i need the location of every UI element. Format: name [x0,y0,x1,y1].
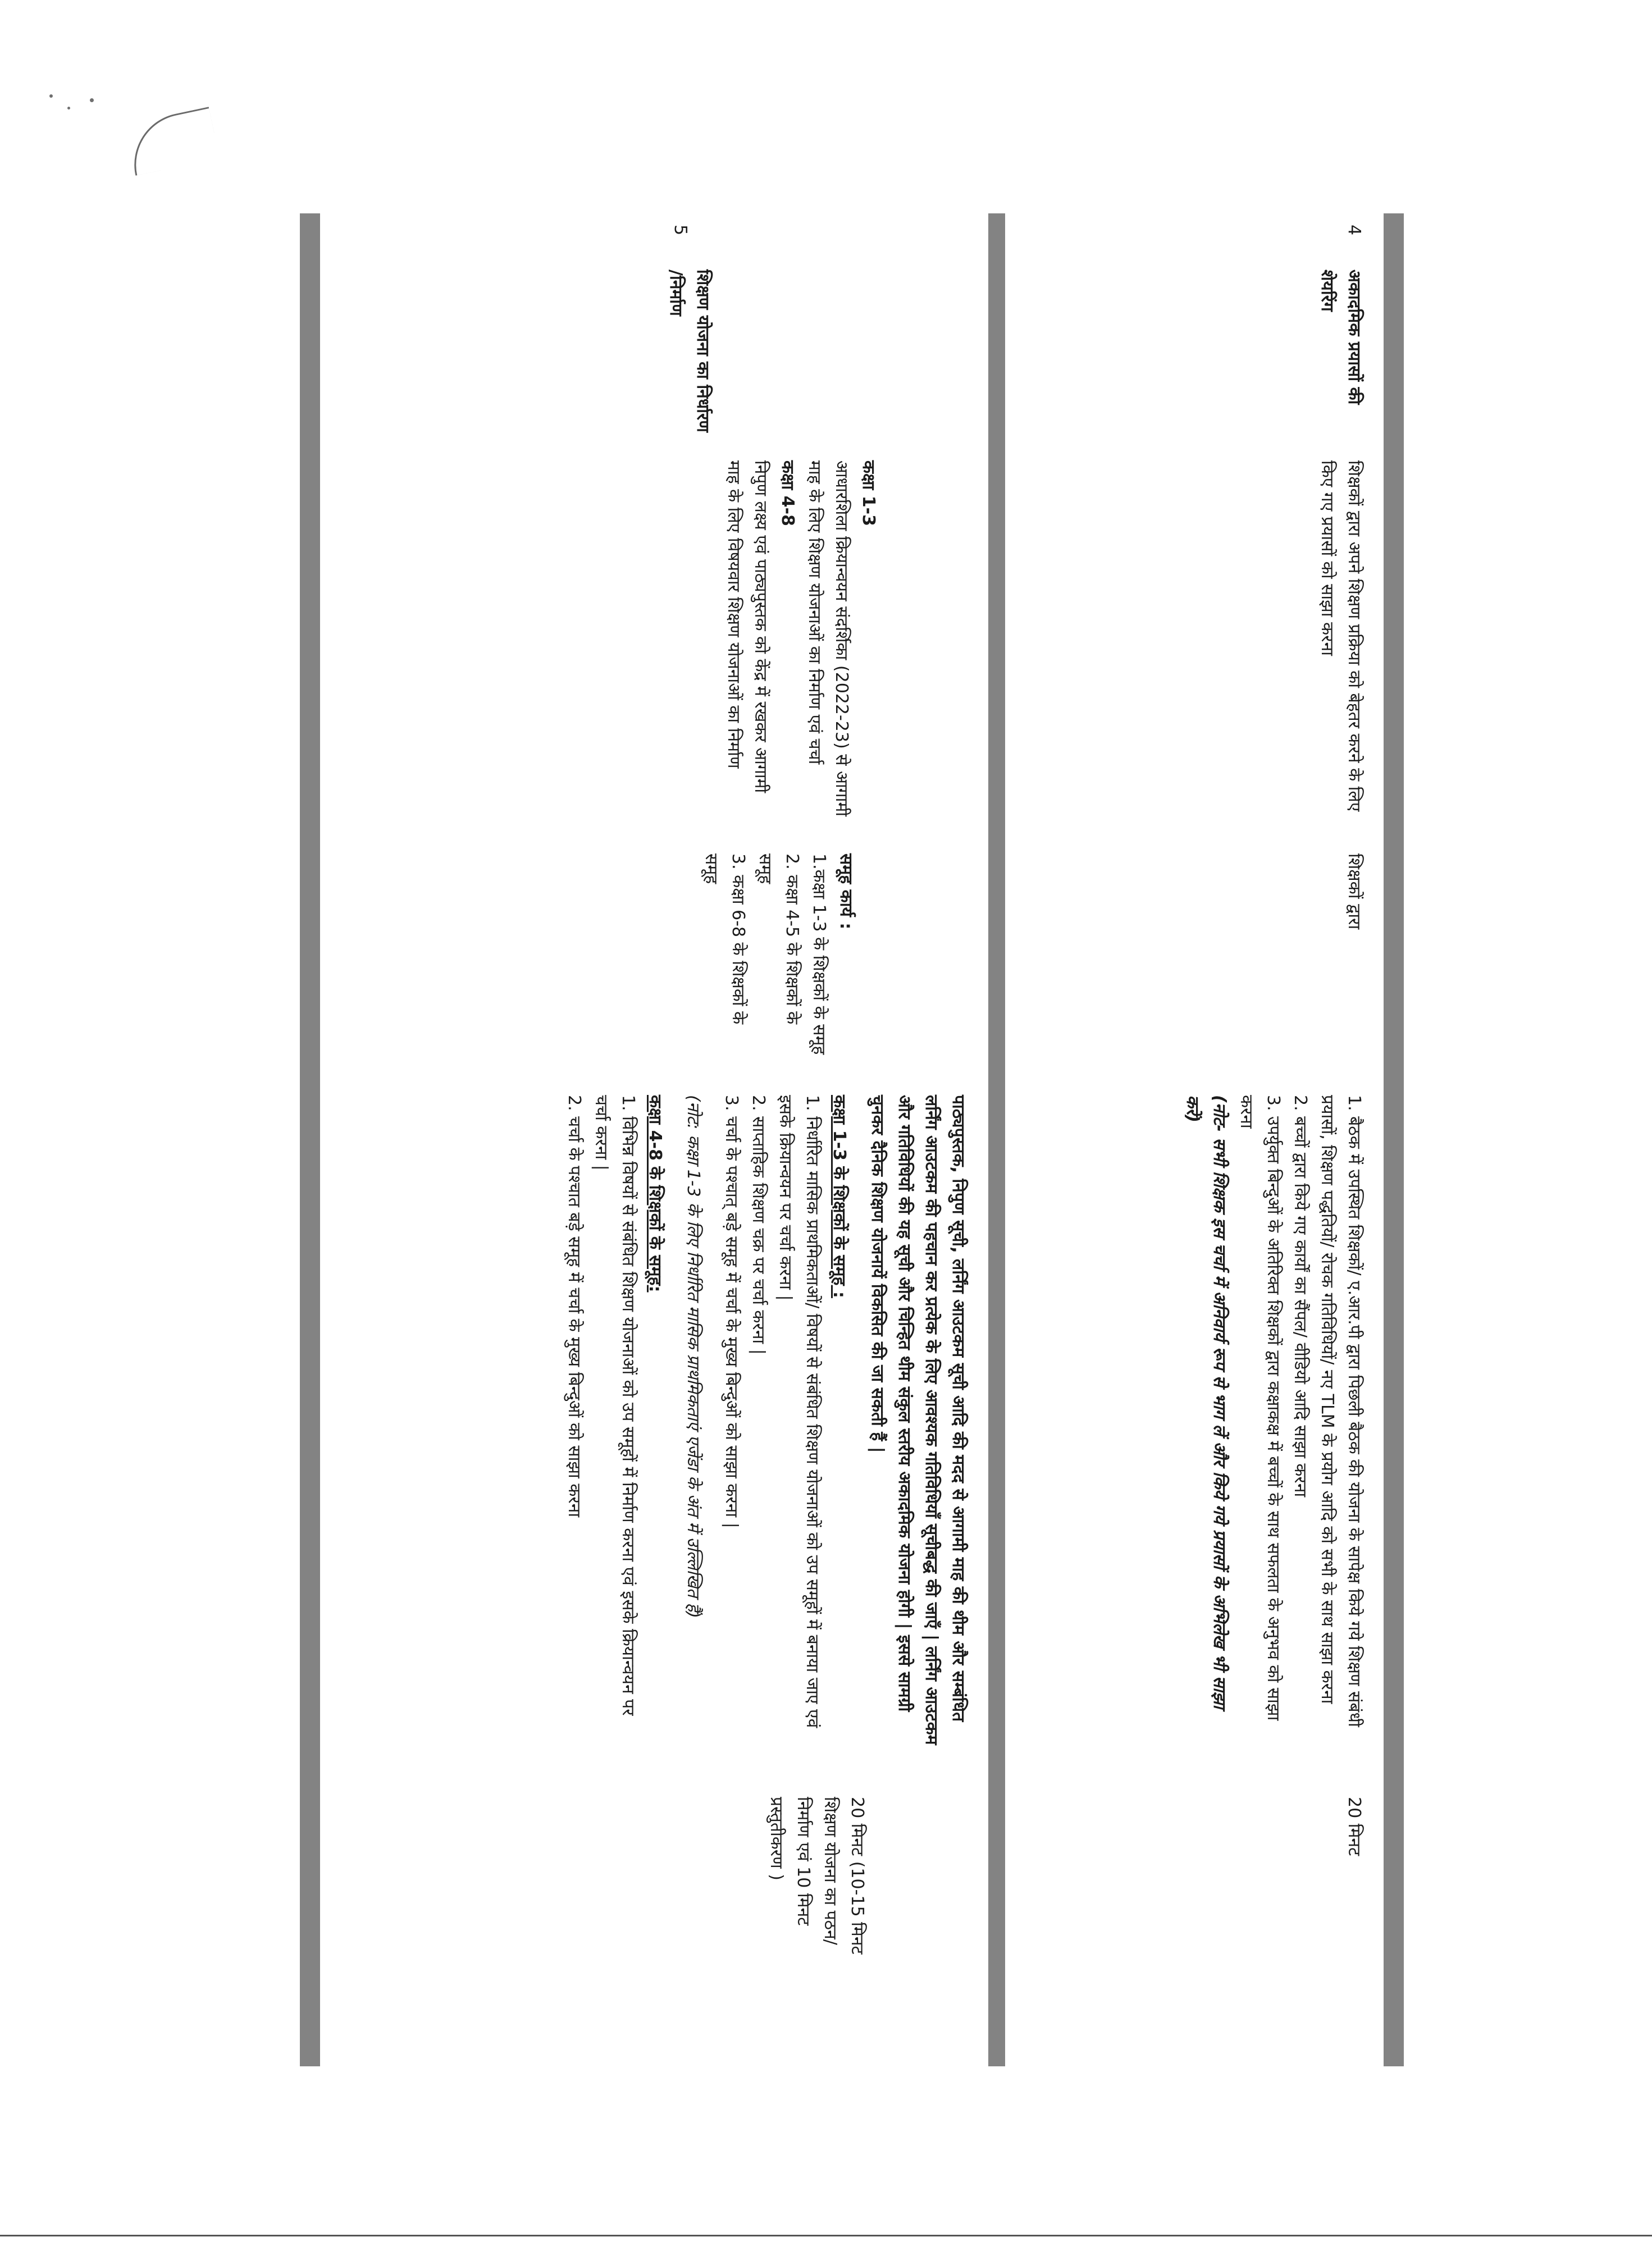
row5-sub13-point-3: 3. चर्चा के पश्चात् बड़े समूह में चर्चा के मुख्य बिन्दुओं को साझा करना | [722,1095,741,1528]
row5-group-3: 3. कक्षा 6-8 के शिक्षकों के समूह [701,853,748,1025]
row5-group-1: 1.कक्षा 1-3 के शिक्षकों के समूह [809,853,829,1055]
page-edge-line [0,2235,1652,2236]
row5-sub48-point-1: 1. विभिन्न विषयों से संबंधित शिक्षण योजनाओं को उप समूहों में निर्माण करना एवं इसके क्रियान्वयन पर चर्चा करना | [591,1095,638,1716]
row5-activity: शिक्षण योजना का निर्धारण /निर्माण [666,270,713,432]
row5-sub13-note: (नोट: कक्षा 1-3 के लिए निर्धारित मासिक प्राथमिकताएं एजेंडा के अंत में उल्लिखित हैं) [683,1095,703,1618]
row4-objective: शिक्षकों द्वारा अपने शिक्षण प्रक्रिया को बेहतर करने के लिए किए गए प्रयासों को साझा करना [1317,460,1364,812]
scan-speck [90,98,94,102]
table-border-middle [988,213,1005,2066]
row5-sub48-title: कक्षा 4-8 के शिक्षकों के समूह: [645,1095,665,1293]
table-border-bottom [300,213,320,2066]
row5-class48-text: निपुण लक्ष्य एवं पाठ्यपुस्तक को केंद्र में रखकर आगामी माह के लिए विषयवार शिक्षण योजनाओं का निर्माण [724,460,770,793]
scan-speck [67,107,70,109]
row5-class13-text: आधारशिला क्रियान्वयन संदर्शिका (2022-23) से आगामी माह के लिए शिक्षण योजनाओं का निर्माण एवं चर्चा [805,460,851,817]
row5-sub13-point-1: 1. निर्धारित मासिक प्राथमिकताओं/ विषयों से संबंधित शिक्षण योजनाओं को उप समूहों में बनाया जाए एवं इसके क्रियान्वयन पर चर्चा करना | [775,1095,822,1728]
scan-curl [125,107,220,176]
rotated-table [185,168,1477,2134]
row4-activity: अकादमिक प्रयासों की शेयरिंग [1317,270,1364,405]
row4-time: 20 मिनट [1344,1797,1364,1856]
row5-number: 5 [670,225,690,236]
row4-points [1179,1095,1367,1741]
table-border-top [1384,213,1404,2066]
row5-class-plans [720,460,882,820]
row5-intro: पाठ्यपुस्तक, निपुण सूची, लर्निंग आउटकम सूची आदि की मदद से आगामी माह की थीम और सम्बंधित लर्निंग आउटकम की पहचान कर प्रत्येक के लिए आवश्यक गतिविधियाँ सूचीबद्ध की जाएँ | लर्निंग आउटकम और गतिविधियों की यह सूची और चिन्हित थीम संकुल स्तरीय अकादमिक योजना होगी | इससे सामग्री चुनकर दैनिक शिक्षण योजनायें विकसित की जा सकती हैं | [868,1095,968,1745]
row4-method: शिक्षकों द्वारा [1344,853,1364,930]
row5-group-2: 2. कक्षा 4-5 के शिक्षकों के समूह [755,853,802,1025]
row5-class48-label: कक्षा 4-8 [778,460,797,526]
row5-group-title: समूह कार्य : [836,853,856,930]
row4-point-1: 1. बैठक में उपस्थित शिक्षकों/ ए.आर.पी द्वारा पिछली बैठक की योजना के सापेक्ष किये गये शिक्षण संबंधी प्रयासों, शिक्षण पद्धतियों/ रोचक गतिविधियों/ नए TLM के प्रयोग आदि को सभी के साथ साझा करना [1317,1095,1364,1727]
row4-number: 4 [1344,225,1364,236]
row5-sub13-point-2: 2. साप्ताहिक शिक्षण चक्र पर चर्चा करना | [749,1095,768,1355]
row5-details [560,1095,971,1746]
row4-note: (नोट- सभी शिक्षक इस चर्चा में अनिवार्य रूप से भाग लें और किये गये प्रयासों के अभिलेख भी साझा करें) [1183,1095,1229,1709]
scan-speck [49,94,53,98]
row4-point-2: 2. बच्चों द्वारा किये गए कार्यों का सैंपल/ वीडियो आदि साझा करना [1290,1095,1310,1498]
row5-class13-label: कक्षा 1-3 [859,460,878,526]
row5-sub48-point-2: 2. चर्चा के पश्चात बड़े समूह में चर्चा के मुख्य बिन्दुओं को साझा करना [564,1095,584,1518]
row5-sub13-title: कक्षा 1-3 के शिक्षकों के समूह : [829,1095,849,1298]
row5-time: 20 मिनट (10-15 मिनट शिक्षण योजना का पठन/निर्माण एवं 10 मिनट प्रस्तुतीकरण ) [766,1797,867,1955]
row5-group-work [697,853,859,1056]
row4-point-3: 3. उपर्युक्त बिन्दुओं के अतिरिक्त शिक्षकों द्वारा कक्षाकक्ष में बच्चों के साथ सफलता के अनुभव को साझा करना [1236,1095,1283,1721]
